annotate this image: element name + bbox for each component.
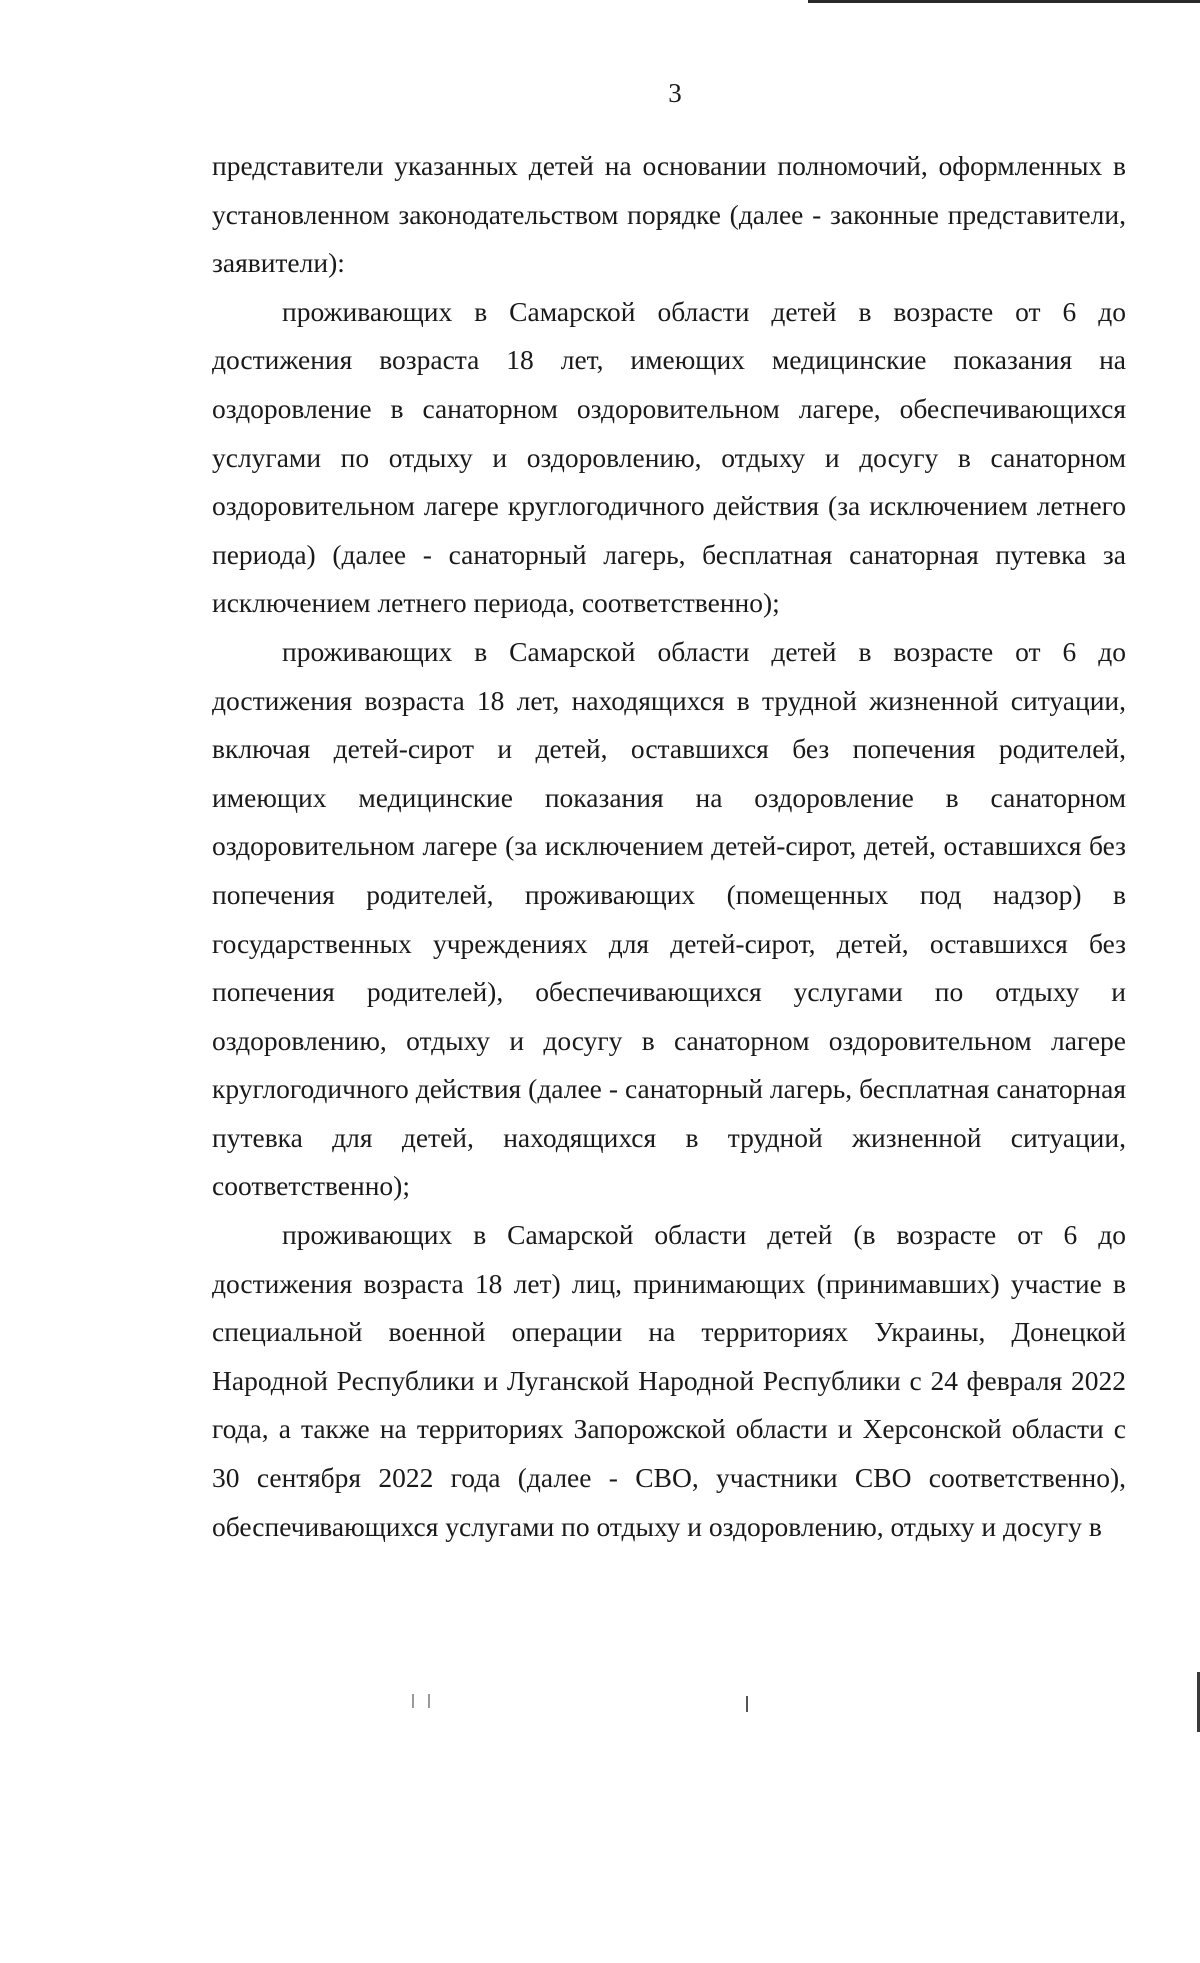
body-text <box>212 142 1126 1551</box>
paragraph-sanatorium-children: проживающих в Самарской области детей в возрасте от 6 до достижения возраста 18 лет, имеющих медицинские показания на оздоровление в санаторном оздоровительном лагере, обеспечивающихся услугами по отдыху и оздоровлению, отдыху и досугу в санаторном оздоровительном лагере круглогодичного действия (за исключением летнего периода) (далее - санаторный лагерь, бесплатная санаторная путевка за исключением летнего периода, соответственно); <box>212 295 1126 619</box>
paragraph-difficult-situation-children: проживающих в Самарской области детей в возрасте от 6 до достижения возраста 18 лет, находящихся в трудной жизненной ситуации, включая детей-сирот и детей, оставшихся без попечения родителей, имеющих медицинские показания на оздоровление в санаторном оздоровительном лагере (за исключением детей-сирот, детей, оставшихся без попечения родителей, проживающих (помещенных под надзор) в государственных учреждениях для детей-сирот, детей, оставшихся без попечения родителей), обеспечивающихся услугами по отдыху и оздоровлению, отдыху и досугу в санаторном оздоровительном лагере круглогодичного действия (далее - санаторный лагерь, бесплатная санаторная путевка для детей, находящихся в трудной жизненной ситуации, соответственно); <box>212 635 1126 1202</box>
top-edge-rule <box>808 0 1200 3</box>
page-number: 3 <box>668 78 682 108</box>
scan-artifact <box>428 1694 430 1708</box>
paragraph-svo-participants-children: проживающих в Самарской области детей (в возрасте от 6 до достижения возраста 18 лет) лиц, принимающих (принимавших) участие в специальной военной операции на территориях Украины, Донецкой Народной Республики и Луганской Народной Республики с 24 февраля 2022 года, а также на территориях Запорожской области и Херсонской области с 30 сентября 2022 года (далее - СВО, участники СВО соответственно), обеспечивающихся услугами по отдыху и оздоровлению, отдыху и досугу в <box>212 1219 1126 1542</box>
scan-artifact <box>746 1696 748 1712</box>
scan-artifact <box>412 1694 414 1708</box>
paragraph-legal-representatives: представители указанных детей на основании полномочий, оформленных в установленном законодательством порядке (далее - законные представители, заявители): <box>212 150 1126 279</box>
